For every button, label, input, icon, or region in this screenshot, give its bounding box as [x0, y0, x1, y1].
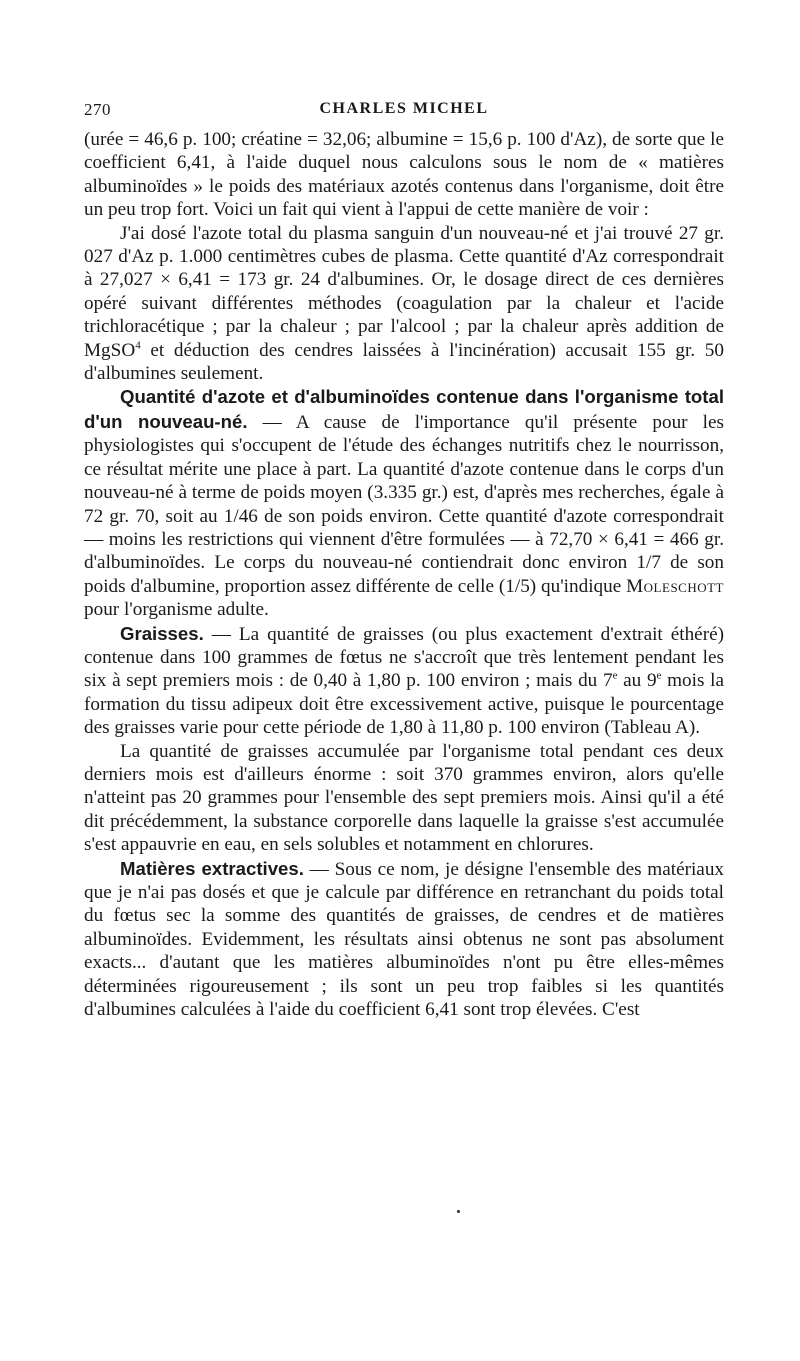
paragraph-5 [84, 740, 724, 857]
paragraph-3-text-end: pour l'organisme adulte. [84, 599, 269, 621]
paragraph-4 [84, 622, 724, 740]
section-heading-matieres-extractives: Matières extractives. [120, 857, 304, 879]
superscript: e [612, 669, 618, 682]
body-text [84, 128, 724, 1021]
paragraph-6 [84, 857, 724, 1022]
print-speck [457, 1210, 460, 1213]
superscript: e [656, 669, 662, 682]
paragraph-1 [84, 128, 724, 222]
paragraph-2 [84, 222, 724, 386]
page [84, 100, 724, 1021]
paragraph-4-text-a: — La quantité de graisses (ou plus exactement d'extrait éthéré) contenue dans 100 grammes de fœtus ne s'accroît que très lentement pendant les six à sept premiers mois : de 0,40 à 1,80 p. 100 environ ; mais du 7 [84, 623, 724, 692]
paragraph-1-text: (urée = 46,6 p. 100; créatine = 32,06; albumine = 15,6 p. 100 d'Az), de sorte que le coefficient 6,41, à l'aide duquel nous calculons sous le nom de « matières albuminoïdes » le poids des matériaux azotés contenus dans l'organisme, doit être un peu trop fort. Voici un fait qui vient à l'appui de cette manière de voir : [84, 129, 724, 221]
author-name: Moleschott [626, 575, 724, 597]
paragraph-5-text: La quantité de graisses accumulée par l'organisme total pendant ces deux derniers mois est d'ailleurs énorme : soit 370 grammes environ, alors qu'elle n'atteint pas 20 grammes pour l'ensemble des sept premiers mois. Ainsi qu'il a été dit précédemment, la substance corporelle dans laquelle la graisse s'est accumulée s'est appauvrie en eau, en sels solubles et notamment en chlorures. [84, 740, 724, 856]
paragraph-3-text: — A cause de l'importance qu'il présente pour les physiologistes qui s'occupent de l'étude des échanges nutritifs chez le nourrisson, ce résultat mérite une place à part. La quantité d'azote contenue dans le corps d'un nouveau-né à terme de poids moyen (3.335 gr.) est, d'après mes recherches, égale à 72 gr. 70, soit au 1/46 de son poids environ. Cette quantité d'azote correspondrait — moins les restrictions qui viennent d'être formulées — à 72,70 × 6,41 = 466 gr. d'albuminoïdes. Le corps du nouveau-né contiendrait donc environ 1/7 de son poids d'albumine, proportion assez différente de celle (1/5) qu'indique [84, 411, 724, 597]
paragraph-2-text: J'ai dosé l'azote total du plasma sanguin d'un nouveau-né et j'ai trouvé 27 gr. 027 d'Az p. 1.000 centimètres cubes de plasma. Cette quantité d'Az correspondrait à 27,027 × 6,41 = 173 gr. 24 d'albumines. Or, le dosage direct de ces dernières opéré suivant différentes méthodes (coagulation par la chaleur et l'acide trichloracétique ; par la chaleur ; par l'alcool ; par la chaleur après addition de MgSO [84, 222, 724, 361]
section-heading-graisses: Graisses. [120, 622, 204, 644]
paragraph-6-text: — Sous ce nom, je désigne l'ensemble des matériaux que je n'ai pas dosés et que je calcule par différence en retranchant du poids total du fœtus sec la somme des quantités de graisses, de cendres et de matières albuminoïdes. Evidemment, les résultats ainsi obtenus ne sont pas absolument exacts... d'autant que les matières albuminoïdes n'ont pu être elles-mêmes déterminées rigoureusement ; ils sont un peu trop faibles si les quantités d'albumines calculées à l'aide du coefficient 6,41 sont trop élevées. C'est [84, 858, 725, 1021]
superscript: 4 [135, 339, 141, 352]
paragraph-4-text-c: mois la formation du tissu adipeux doit être excessivement active, puisque le pourcentage des graisses varie pour cette période de 1,80 à 11,80 p. 100 environ (Tableau A). [84, 670, 724, 739]
paragraph-3 [84, 385, 724, 621]
running-head [84, 100, 724, 128]
page-number: 270 [84, 100, 111, 119]
running-head-author: CHARLES MICHEL [319, 100, 489, 117]
paragraph-2-text-end: et déduction des cendres laissées à l'incinération) accusait 155 gr. 50 d'albumines seulement. [84, 339, 724, 385]
paragraph-4-text-b: au 9 [617, 670, 657, 692]
section-heading-azote: Quantité d'azote et d'albuminoïdes contenue dans l'organisme total d'un nouveau-né. [84, 386, 724, 432]
